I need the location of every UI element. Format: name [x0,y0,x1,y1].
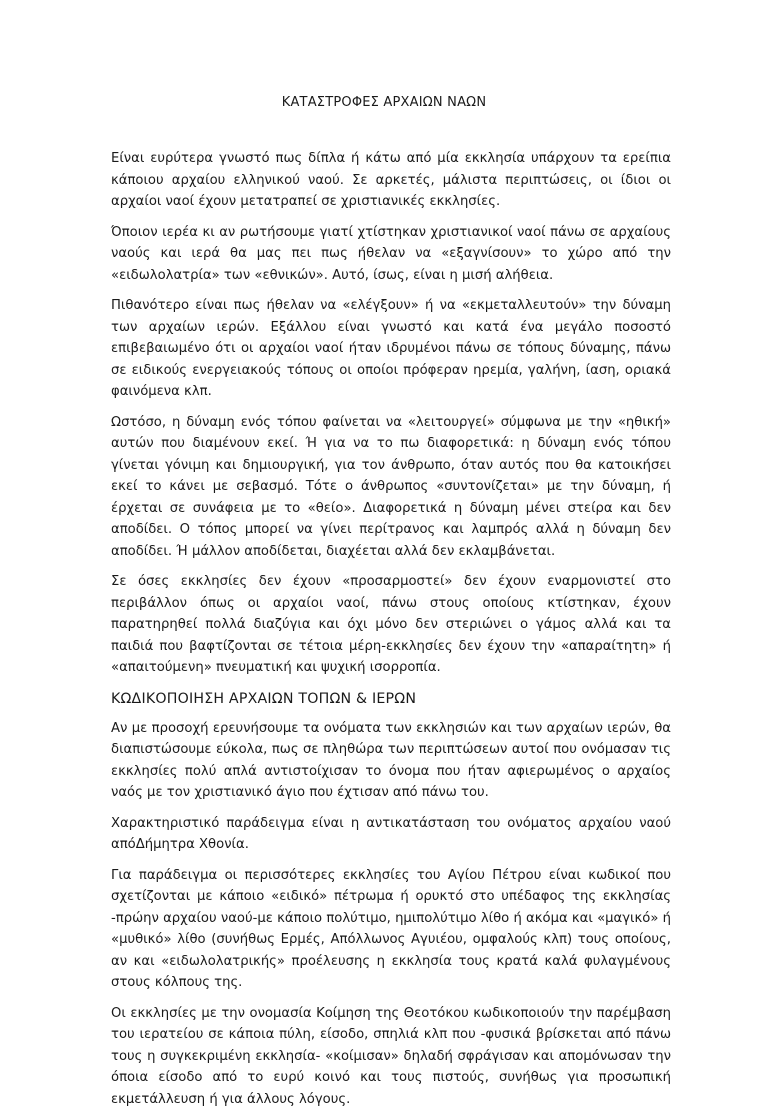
paragraph: Ωστόσο, η δύναμη ενός τόπου φαίνεται να «λειτουργεί» σύμφωνα με την «ηθική» αυτών που διαμένουν εκεί. Ή για να το πω διαφορετικά: η δύναμη ενός τόπου γίνεται γόνιμη και δημιουργική, για τον άνθρωπο, όταν αυτός που θα κατοικήσει εκεί το κάνει με σεβασμό. Τότε ο άνθρωπος «συντονίζεται» με την δύναμη, ή έρχεται σε συνάφεια με το «θείο». Διαφορετικά η δύναμη μένει στείρα και δεν αποδίδει. Ο τόπος μπορεί να γίνει περίτρανος και λαμπρός αλλά η δύναμη δεν αποδίδει. Ή μάλλον αποδίδεται, διαχέεται αλλά δεν εκλαμβάνεται. [111,414,671,559]
document-body [111,148,671,1119]
document-title: ΚΑΤΑΣΤΡΟΦΕΣ ΑΡΧΑΙΩΝ ΝΑΩΝ [281,95,487,110]
section-heading: ΚΩΔΙΚΟΠΟΙΗΣΗ ΑΡΧΑΙΩΝ ΤΟΠΩΝ & ΙΕΡΩΝ [111,690,417,707]
paragraph: Σε όσες εκκλησίες δεν έχουν «προσαρμοστεί» δεν έχουν εναρμονιστεί στο περιβάλλον όπως οι αρχαίοι ναοί, πάνω στους οποίους κτίστηκαν, έχουν παρατηρηθεί πολλά διαζύγια και όχι μόνο δεν στεριώνει ο γάμος αλλά και τα παιδιά που βαφτίζονται σε τέτοια μέρη-εκκλησίες δεν έχουν την «απαραίτητη» ή «απαιτούμενη» πνευματική και ψυχική ισορροπία. [111,574,671,675]
paragraph: Χαρακτηριστικό παράδειγμα είναι η αντικατάσταση του ονόματος αρχαίου ναού απόΔήμητρα Χθονία. [111,815,671,852]
paragraph: Είναι ευρύτερα γνωστό πως δίπλα ή κάτω από μία εκκλησία υπάρχουν τα ερείπια κάποιου αρχαίου ελληνικού ναού. Σε αρκετές, μάλιστα περιπτώσεις, οι ίδιοι οι αρχαίοι ναοί έχουν μετατραπεί σε χριστιανικές εκκλησίες. [111,151,671,209]
paragraph: Πιθανότερο είναι πως ήθελαν να «ελέγξουν» ή να «εκμεταλλευτούν» την δύναμη των αρχαίων ιερών. Εξάλλου είναι γνωστό και κατά ένα μεγάλο ποσοστό επιβεβαιωμένο ότι οι αρχαίοι ναοί ήταν ιδρυμένοι πάνω σε τόπους δύναμης, πάνω σε ειδικούς ενεργειακούς τόπους οι οποίοι πρόφεραν ηρεμία, γαλήνη, ίαση, οριακά φαινόμενα κλπ. [111,298,671,399]
paragraph: Οι εκκλησίες με την ονομασία Κοίμηση της Θεοτόκου κωδικοποιούν την παρέμβαση του ιερατείου σε κάποια πύλη, είσοδο, σπηλιά κλπ που -φυσικά βρίσκεται από πάνω τους η συγκεκριμένη εκκλησία- «κοίμισαν» δηλαδή σφράγισαν και απομόνωσαν την όποια είσοδο από το ευρύ κοινό και τους πιστούς, συνήθως για προσωπική εκμετάλλευση ή για άλλους λόγους. [111,1005,671,1107]
paragraph: Για παράδειγμα οι περισσότερες εκκλησίες του Αγίου Πέτρου είναι κωδικοί που σχετίζονται με κάποιο «ειδικό» πέτρωμα ή ορυκτό στο υπέδαφος της εκκλησίας -πρώην αρχαίου ναού-με κάποιο πολύτιμο, ημιπολύτιμο λίθο ή ακόμα και «μαγικό» ή «μυθικό» λίθο (συνήθως Ερμές, Απόλλωνος Αγυιέου, ομφαλούς κλπ) τους οποίους, αν και «ειδωλολατρικής» προέλευσης η εκκλησία τους κρατά καλά φυλαγμένους στους κόλπους της. [111,867,671,990]
paragraph: Αν με προσοχή ερευνήσουμε τα ονόματα των εκκλησιών και των αρχαίων ιερών, θα διαπιστώσουμε εύκολα, πως σε πληθώρα των περιπτώσεων αυτοί που ονόμασαν τις εκκλησίες πολύ απλά αντιστοίχισαν το όνομα που ήταν αφιερωμένος ο αρχαίος ναός με τον χριστιανικό άγιο που έχτισαν από πάνω του. [111,720,671,800]
paragraph: Όποιον ιερέα κι αν ρωτήσουμε γιατί χτίστηκαν χριστιανικοί ναοί πάνω σε αρχαίους ναούς και ιερά θα μας πει πως ήθελαν να «εξαγνίσουν» το χώρο από την «ειδωλολατρία» των «εθνικών». Αυτό, ίσως, είναι η μισή αλήθεια. [111,224,671,283]
